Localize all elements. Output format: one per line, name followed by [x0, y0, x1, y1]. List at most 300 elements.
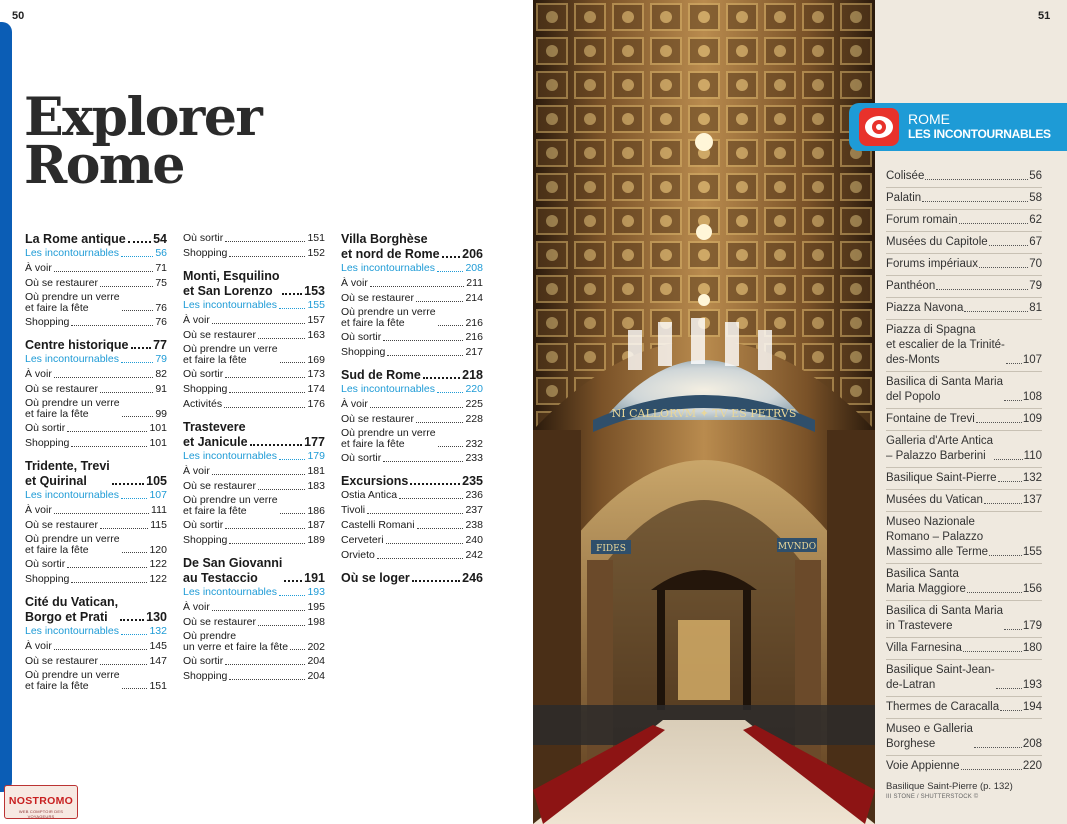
toc-entry-page: 236: [465, 489, 483, 501]
toc-entry-label: À voir: [25, 368, 52, 380]
dot-leader: [377, 558, 464, 559]
top-sight-label: Basilique Saint-Jean- de-Latran: [886, 664, 995, 691]
dot-leader: [996, 688, 1022, 689]
toc-entry[interactable]: [183, 670, 325, 685]
dot-leader: [258, 489, 306, 490]
dot-leader: [437, 392, 463, 393]
toc-entry-page: 76: [155, 302, 167, 314]
toc-entry[interactable]: [183, 232, 325, 247]
toc-entry[interactable]: [25, 316, 167, 331]
toc-section: [341, 368, 483, 467]
toc-entry[interactable]: [341, 346, 483, 361]
toc-entry-page: 99: [155, 408, 167, 420]
toc-entry-label: Où prendre un verre et faire la fête: [183, 494, 278, 517]
toc-entry[interactable]: [183, 480, 325, 495]
toc-section-title: Où se loger: [341, 571, 410, 585]
top-sight-item[interactable]: [886, 319, 1042, 371]
dome-inscription: NI CALLORVM ✦ TV ES PETRVS: [611, 407, 797, 420]
toc-entry-page: 155: [307, 299, 325, 311]
top-sight-label: Basilica di Santa Maria in Trastevere: [886, 605, 1003, 632]
toc-section-heading[interactable]: [25, 459, 167, 489]
toc-entry[interactable]: [183, 329, 325, 344]
toc-entry-page: 179: [307, 450, 325, 462]
top-sight-item[interactable]: [886, 430, 1042, 467]
dot-leader: [976, 422, 1022, 423]
chapter-tab: [0, 22, 12, 792]
toc-entry[interactable]: [183, 368, 325, 383]
toc-section-heading[interactable]: [341, 474, 483, 489]
toc-entry-label: Shopping: [183, 247, 228, 259]
left-page: [0, 0, 533, 824]
dot-leader: [54, 513, 149, 514]
toc-entry-page: 56: [155, 247, 167, 259]
toc-section: [341, 232, 483, 361]
dot-leader: [100, 286, 153, 287]
toc-entry-page: 237: [465, 504, 483, 516]
toc-entry-label: Où prendre un verre et faire la fête: [183, 630, 289, 653]
toc-section-page: 246: [462, 571, 483, 585]
basilica-photo: [533, 0, 875, 824]
toc-entry-label: Où prendre un verre et faire la fête: [341, 427, 436, 450]
toc-entry-label: Shopping: [341, 346, 386, 358]
toc-entry-highlights[interactable]: [183, 450, 325, 465]
toc-entry[interactable]: [25, 422, 167, 437]
toc-entry-page: 189: [307, 534, 325, 546]
toc-entry-page: 120: [149, 544, 167, 556]
toc-entry-label: Où sortir: [183, 519, 224, 531]
toc-entry-label: Où prendre un verre et faire la fête: [25, 291, 120, 314]
toc-section-title: De San Giovanni au Testaccio: [183, 556, 283, 585]
top-sight-item[interactable]: [886, 489, 1042, 511]
toc-entry-label: Ostia Antica: [341, 489, 398, 501]
toc-entry-page: 211: [466, 277, 483, 289]
dot-leader: [121, 498, 147, 499]
dot-leader: [258, 625, 306, 626]
top-sight-item[interactable]: [886, 187, 1042, 209]
toc-entry-label: Où prendre un verre et faire la fête: [25, 669, 120, 692]
toc-entry-page: 163: [307, 329, 325, 341]
dot-leader: [367, 513, 463, 514]
dot-leader: [967, 592, 1022, 593]
toc-section-title: Monti, Esquilino et San Lorenzo: [183, 269, 280, 298]
top-sight-item[interactable]: [886, 659, 1042, 696]
dot-leader: [959, 223, 1029, 224]
page-number-right: 51: [1038, 10, 1051, 22]
top-sights-list: [886, 166, 1042, 777]
toc-section: [25, 232, 167, 331]
toc-entry[interactable]: [341, 331, 483, 346]
dot-leader: [922, 201, 1028, 202]
dot-leader: [1004, 400, 1022, 401]
dot-leader: [979, 267, 1028, 268]
top-sight-item[interactable]: [886, 371, 1042, 408]
dot-leader: [229, 256, 305, 257]
toc-entry[interactable]: [341, 549, 483, 564]
toc-entry[interactable]: [183, 314, 325, 329]
dot-leader: [131, 347, 152, 349]
toc-entry-page: 238: [465, 519, 483, 531]
title-line-2: Rome: [24, 135, 185, 196]
top-sight-label: Villa Farnesina: [886, 642, 962, 654]
top-sight-item[interactable]: [886, 696, 1042, 718]
toc-section-page: 235: [462, 474, 483, 488]
toc-entry[interactable]: [183, 495, 325, 519]
toc-entry[interactable]: [25, 292, 167, 316]
toc-entry[interactable]: [183, 519, 325, 534]
inscription-left: FIDES: [596, 544, 626, 554]
toc-section-heading[interactable]: [341, 571, 483, 586]
toc-entry[interactable]: [183, 534, 325, 549]
dot-leader: [279, 308, 305, 309]
toc-entry[interactable]: [183, 631, 325, 655]
toc-entry[interactable]: [341, 519, 483, 534]
nostromo-logo: [4, 785, 78, 819]
toc-section-page: 54: [153, 232, 167, 246]
toc-entry-label: Les incontournables: [341, 383, 435, 395]
toc-section-title: La Rome antique: [25, 232, 126, 246]
top-sight-label: Musées du Vatican: [886, 494, 983, 506]
toc-entry[interactable]: [341, 277, 483, 292]
toc-entry[interactable]: [183, 616, 325, 631]
toc-entry-label: À voir: [341, 398, 368, 410]
toc-section: [25, 459, 167, 588]
dot-leader: [438, 446, 464, 447]
toc-section-title: Sud de Rome: [341, 368, 421, 382]
top-sight-item[interactable]: [886, 231, 1042, 253]
toc-entry-page: 122: [149, 558, 167, 570]
dot-leader: [437, 271, 463, 272]
top-sight-page: 58: [1029, 192, 1042, 204]
top-sight-label: Museo e Galleria Borghese: [886, 723, 973, 750]
toc-entry[interactable]: [183, 398, 325, 413]
toc-entry[interactable]: [25, 573, 167, 588]
toc-section: [183, 269, 325, 413]
toc-entry-label: Où se restaurer: [183, 616, 256, 628]
toc-entry-page: 232: [465, 438, 483, 450]
dot-leader: [1004, 629, 1022, 630]
toc-column-3: [341, 232, 483, 593]
toc-section-heading[interactable]: [25, 232, 167, 247]
toc-entry-highlights[interactable]: [183, 586, 325, 601]
top-sight-label: Piazza Navona: [886, 302, 964, 314]
top-sight-item[interactable]: [886, 166, 1042, 187]
top-sight-page: 67: [1029, 236, 1042, 248]
top-sight-page: 56: [1029, 170, 1042, 182]
toc-section: [183, 420, 325, 549]
top-sight-label: Thermes de Caracalla: [886, 701, 1000, 713]
toc-entry-highlights[interactable]: [25, 353, 167, 368]
top-sight-item[interactable]: [886, 408, 1042, 430]
toc-entry-label: Où prendre un verre et faire la fête: [25, 533, 120, 556]
inscription-right: MVNDO: [777, 542, 817, 552]
toc-entry[interactable]: [341, 292, 483, 307]
top-sight-item[interactable]: [886, 637, 1042, 659]
dot-leader: [71, 325, 153, 326]
toc-entry-page: 187: [307, 519, 325, 531]
toc-entry-page: 193: [307, 586, 325, 598]
dot-leader: [961, 769, 1022, 770]
toc-entry[interactable]: [183, 383, 325, 398]
dot-leader: [225, 528, 305, 529]
top-sight-page: 193: [1022, 679, 1042, 691]
toc-entry-page: 145: [149, 640, 167, 652]
toc-entry-highlights[interactable]: [341, 262, 483, 277]
dot-leader: [989, 245, 1029, 246]
toc-entry-label: Où se restaurer: [183, 480, 256, 492]
toc-entry[interactable]: [341, 534, 483, 549]
toc-entry-label: Les incontournables: [25, 353, 119, 365]
dot-leader: [280, 362, 306, 363]
toc-entry-page: 151: [149, 680, 167, 692]
dot-leader: [998, 481, 1022, 482]
dot-leader: [229, 679, 305, 680]
top-sight-item[interactable]: [886, 563, 1042, 600]
toc-entry[interactable]: [183, 601, 325, 616]
top-sight-item[interactable]: [886, 718, 1042, 755]
title-line-1: Explorer: [24, 87, 262, 148]
toc-entry-label: Les incontournables: [25, 489, 119, 501]
toc-entry-page: 242: [465, 549, 483, 561]
toc-entry[interactable]: [341, 504, 483, 519]
toc-entry-page: 216: [465, 331, 483, 343]
toc-column-2: [183, 232, 325, 692]
toc-entry[interactable]: [341, 307, 483, 331]
toc-entry-highlights[interactable]: [341, 383, 483, 398]
dot-leader: [370, 286, 464, 287]
toc-entry[interactable]: [25, 655, 167, 670]
dot-leader: [994, 459, 1023, 460]
toc-entry-page: 220: [465, 383, 483, 395]
toc-entry-label: Castelli Romani: [341, 519, 415, 531]
top-sight-item[interactable]: [886, 755, 1042, 777]
toc-entry-label: À voir: [341, 277, 368, 289]
dot-leader: [112, 483, 144, 485]
toc-entry-label: Shopping: [183, 383, 228, 395]
dot-leader: [225, 664, 305, 665]
page-number-left: 50: [12, 10, 25, 22]
top-sight-item[interactable]: [886, 209, 1042, 231]
toc-entry-highlights[interactable]: [25, 489, 167, 504]
toc-section-page: 206: [462, 247, 483, 261]
toc-entry-label: Les incontournables: [341, 262, 435, 274]
toc-section-heading[interactable]: [341, 232, 483, 262]
toc-entry-page: 79: [155, 353, 167, 365]
dot-leader: [416, 422, 464, 423]
toc-entry-label: Cerveteri: [341, 534, 384, 546]
toc-entry[interactable]: [25, 670, 167, 694]
toc-entry-page: 173: [307, 368, 325, 380]
toc-entry-page: 216: [465, 317, 483, 329]
top-sight-page: 180: [1022, 642, 1042, 654]
top-sight-item[interactable]: [886, 275, 1042, 297]
top-sight-label: Panthéon: [886, 280, 936, 292]
toc-entry-page: 147: [149, 655, 167, 667]
top-sight-label: Fontaine de Trevi: [886, 413, 975, 425]
dot-leader: [54, 649, 148, 650]
toc-entry-page: 122: [149, 573, 167, 585]
toc-entry-label: Où sortir: [183, 232, 224, 244]
toc-section-heading[interactable]: [341, 368, 483, 383]
top-sight-page: 194: [1022, 701, 1042, 713]
dot-leader: [370, 407, 464, 408]
top-sight-label: Voie Appienne: [886, 760, 960, 772]
toc-entry[interactable]: [25, 277, 167, 292]
dot-leader: [212, 610, 306, 611]
top-sight-item[interactable]: [886, 297, 1042, 319]
toc-entry[interactable]: [25, 640, 167, 655]
dot-leader: [989, 555, 1022, 556]
banner-title: ROME: [908, 111, 950, 127]
dot-leader: [386, 543, 464, 544]
dot-leader: [225, 241, 305, 242]
toc-entry-highlights[interactable]: [25, 625, 167, 640]
toc-section-title: Centre historique: [25, 338, 129, 352]
toc-section-heading[interactable]: [25, 338, 167, 353]
toc-entry-label: Où sortir: [341, 452, 382, 464]
toc-section-heading[interactable]: [25, 595, 167, 625]
toc-entry-page: 169: [307, 354, 325, 366]
dot-leader: [121, 362, 153, 363]
dot-leader: [279, 595, 305, 596]
toc-entry-label: Orvieto: [341, 549, 375, 561]
top-sight-label: Piazza di Spagna et escalier de la Trinité- des-Monts: [886, 324, 1005, 366]
toc-entry-label: Activités: [183, 398, 223, 410]
toc-entry-label: Les incontournables: [183, 586, 277, 598]
toc-entry-page: 101: [149, 422, 167, 434]
toc-section-title: Trastevere et Janicule: [183, 420, 248, 449]
dot-leader: [964, 311, 1028, 312]
toc-entry[interactable]: [25, 504, 167, 519]
toc-entry-page: 225: [465, 398, 483, 410]
toc-entry[interactable]: [25, 534, 167, 558]
top-sight-label: Museo Nazionale Romano – Palazzo Massimo alle Terme: [886, 516, 989, 558]
toc-entry[interactable]: [25, 398, 167, 422]
toc-entry[interactable]: [25, 262, 167, 277]
dot-leader: [279, 459, 305, 460]
top-sight-item[interactable]: [886, 467, 1042, 489]
dot-leader: [290, 649, 305, 650]
toc-entry-page: 157: [307, 314, 325, 326]
dot-leader: [383, 340, 463, 341]
toc-entry-label: Les incontournables: [183, 450, 277, 462]
dot-leader: [383, 461, 463, 462]
toc-entry[interactable]: [25, 519, 167, 534]
toc-section: [183, 556, 325, 685]
dot-leader: [100, 392, 153, 393]
dot-leader: [229, 543, 305, 544]
toc-section-page: 153: [304, 284, 325, 298]
page-title: [24, 87, 262, 196]
toc-entry-page: 71: [155, 262, 167, 274]
top-sight-page: 220: [1022, 760, 1042, 772]
toc-entry[interactable]: [341, 452, 483, 467]
toc-section-title: Cité du Vatican, Borgo et Prati: [25, 595, 119, 624]
toc-entry-page: 186: [307, 505, 325, 517]
toc-entry-page: 204: [307, 670, 325, 682]
toc-section-page: 77: [153, 338, 167, 352]
toc-entry-label: Où se restaurer: [183, 329, 256, 341]
toc-entry-label: Les incontournables: [25, 247, 119, 259]
toc-section: [341, 571, 483, 586]
toc-entry-label: À voir: [25, 640, 52, 652]
dot-leader: [71, 446, 147, 447]
toc-section-heading[interactable]: [183, 556, 325, 586]
toc-entry[interactable]: [25, 437, 167, 452]
toc-section-heading[interactable]: [183, 420, 325, 450]
logo-subtext: WEB COMPTOIR DES VOYAGEURS: [18, 809, 64, 819]
toc-entry-label: Où se restaurer: [25, 519, 98, 531]
toc-entry[interactable]: [183, 655, 325, 670]
top-sight-label: Galleria d'Arte Antica – Palazzo Barberini: [886, 435, 994, 462]
toc-entry-label: Où prendre un verre et faire la fête: [183, 343, 278, 366]
toc-section-title: Excursions: [341, 474, 409, 488]
top-sight-page: 208: [1022, 738, 1042, 750]
toc-entry-label: Où prendre un verre et faire la fête: [341, 306, 436, 329]
toc-section-page: 105: [146, 474, 167, 488]
toc-entry[interactable]: [183, 465, 325, 480]
toc-entry-page: 214: [465, 292, 483, 304]
top-sight-page: 156: [1022, 583, 1042, 595]
dot-leader: [925, 179, 1028, 180]
dot-leader: [122, 552, 148, 553]
top-sight-label: Forums impériaux: [886, 258, 979, 270]
toc-section-title: Tridente, Trevi et Quirinal: [25, 459, 110, 488]
toc-entry-page: 195: [307, 601, 325, 613]
dot-leader: [122, 310, 154, 311]
toc-entry-label: Où se restaurer: [25, 277, 98, 289]
toc-entry-page: 151: [307, 232, 325, 244]
dot-leader: [1006, 363, 1022, 364]
toc-entry-page: 111: [151, 504, 167, 516]
top-sight-page: 70: [1029, 258, 1042, 270]
toc-entry-label: À voir: [183, 601, 210, 613]
toc-entry-label: Où sortir: [25, 558, 66, 570]
top-sight-page: 62: [1029, 214, 1042, 226]
dot-leader: [423, 377, 460, 379]
dot-leader: [284, 580, 302, 582]
toc-entry-label: Shopping: [25, 437, 70, 449]
toc-entry[interactable]: [341, 398, 483, 413]
toc-section-heading[interactable]: [183, 269, 325, 299]
toc-entry-label: Où sortir: [183, 368, 224, 380]
toc-entry-highlights[interactable]: [183, 299, 325, 314]
toc-entry-page: 233: [465, 452, 483, 464]
toc-entry[interactable]: [183, 344, 325, 368]
toc-entry[interactable]: [183, 247, 325, 262]
toc-entry[interactable]: [25, 368, 167, 383]
toc-entry[interactable]: [341, 413, 483, 428]
toc-entry-label: Shopping: [183, 534, 228, 546]
toc-entry-label: À voir: [25, 262, 52, 274]
toc-entry[interactable]: [25, 558, 167, 573]
toc-entry-page: 132: [149, 625, 167, 637]
dot-leader: [416, 301, 464, 302]
toc-entry-highlights[interactable]: [25, 247, 167, 262]
toc-entry-label: Où se restaurer: [25, 383, 98, 395]
toc-entry[interactable]: [25, 383, 167, 398]
toc-entry[interactable]: [341, 489, 483, 504]
toc-entry-label: À voir: [183, 314, 210, 326]
dot-leader: [442, 256, 461, 258]
toc-entry-label: Où sortir: [25, 422, 66, 434]
top-sight-item[interactable]: [886, 253, 1042, 275]
dot-leader: [438, 325, 464, 326]
dot-leader: [1000, 710, 1022, 711]
top-sight-page: 137: [1022, 494, 1042, 506]
toc-entry[interactable]: [341, 428, 483, 452]
top-sight-item[interactable]: [886, 600, 1042, 637]
top-sight-item[interactable]: [886, 511, 1042, 563]
